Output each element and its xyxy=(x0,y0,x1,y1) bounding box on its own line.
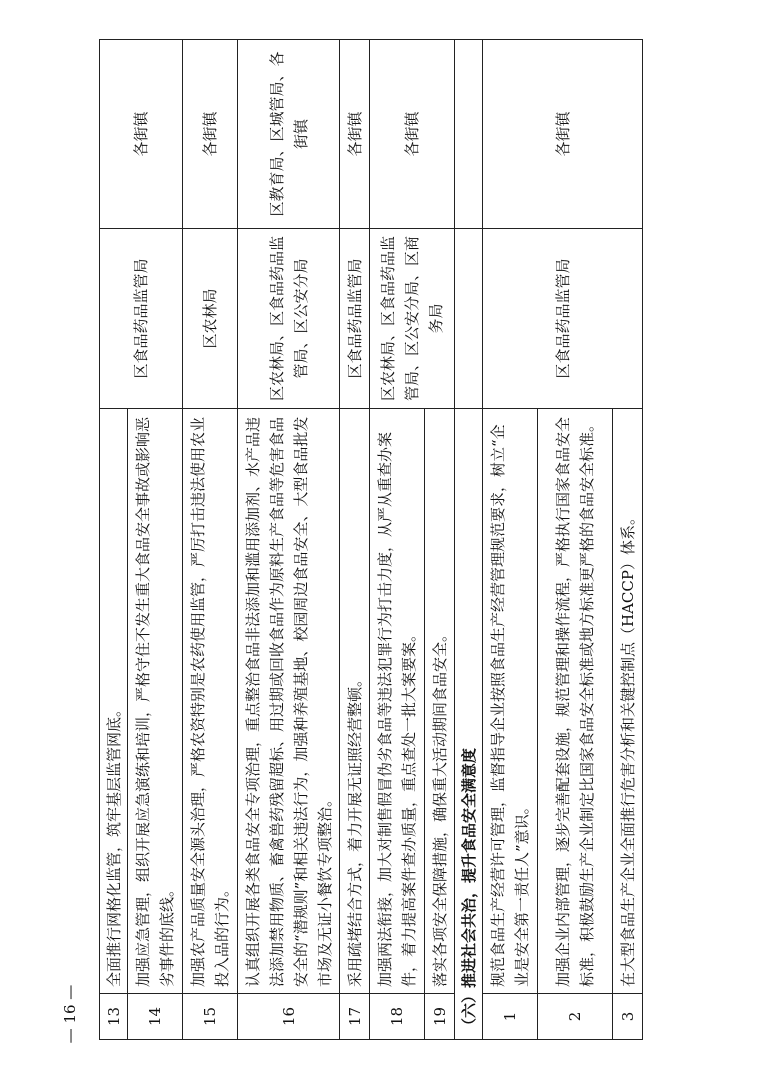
lead-unit: 区食品药品监管局 xyxy=(483,228,643,408)
table-row xyxy=(370,40,425,1040)
rotated-page xyxy=(99,40,637,1040)
task-text: 落实各项安全保障措施，确保重大活动期间食品安全。 xyxy=(425,409,455,994)
task-text: 在大型食品生产企业全面推行危害分析和关键控制点（HACCP）体系。 xyxy=(613,408,643,993)
task-text: 加强企业内部管理，逐步完善配套设施，规范管理和操作流程，严格执行国家食品安全标准，积极鼓励生产企业制定比国家食品安全标准或地方标准更严格的食品安全标准。 xyxy=(538,408,613,993)
table-row xyxy=(483,39,538,1039)
task-text: 加强农产品质量安全源头治理，严格农资特别是农药使用监管，严厉打击违法使用农业投入品的行为。 xyxy=(183,409,238,994)
task-table-section-6 xyxy=(454,39,643,1040)
responsible-unit: 各街镇 xyxy=(100,40,183,229)
responsible-unit: 各街镇 xyxy=(183,40,238,229)
row-number: 3 xyxy=(613,994,643,1040)
task-text: 全面推行网格化监管，筑牢基层监管网底。 xyxy=(100,409,128,994)
lead-unit: 区农林局 xyxy=(183,229,238,409)
lead-unit: 区农林局、区食品药品监管局、区公安分局、区商务局 xyxy=(370,229,455,409)
table-row xyxy=(100,40,128,1040)
responsible-unit: 各街镇 xyxy=(340,40,370,229)
lead-unit: 区农林局、区食品药品监管局、区公安分局 xyxy=(238,229,340,409)
responsible-unit: 各街镇 xyxy=(370,40,455,229)
row-number: 13 xyxy=(100,994,128,1040)
section-header-row xyxy=(455,39,483,1039)
task-text: 采用疏堵结合方式，着力开展无证照经营整顿。 xyxy=(340,409,370,994)
row-number: 18 xyxy=(370,994,425,1040)
table-row xyxy=(340,40,370,1040)
row-number: 15 xyxy=(183,994,238,1040)
row-number: 19 xyxy=(425,994,455,1040)
row-number: 17 xyxy=(340,994,370,1040)
row-number: 14 xyxy=(128,994,183,1040)
row-number: 16 xyxy=(238,994,340,1040)
responsible-unit: 各街镇 xyxy=(483,39,643,228)
responsible-unit: 区教育局、区城管局、各街镇 xyxy=(238,40,340,229)
table-row xyxy=(183,40,238,1040)
task-text: 加强两法衔接，加大对制售假冒伪劣食品等违法犯罪行为打击力度，从严从重查办案件，着力提高案件查办质量，重点查处一批大案要案。 xyxy=(370,409,425,994)
lead-unit: 区食品药品监管局 xyxy=(100,229,183,409)
row-number: 1 xyxy=(483,994,538,1040)
page-number: — 16 — xyxy=(61,984,79,1044)
task-text: 认真组织开展各类食品安全专项治理，重点整治食品非法添加和滥用添加剂、水产品违法添加禁用物质、畜禽兽药残留超标、用过期或回收食品作为原料生产食品等危害食品安全的“潜规则”和相关违法行为，加强种养殖基地、校园周边食品安全、大型食品批发市场及无证小餐饮专项整治。 xyxy=(238,409,340,994)
task-text: 规范食品生产经营许可管理，监督指导企业按照食品生产经营管理规范要求，树立“企业是安全第一责任人”意识。 xyxy=(483,408,538,993)
table-row xyxy=(238,40,340,1040)
task-text: 加强应急管理，组织开展应急演练和培训，严格守住不发生重大食品安全事故或影响恶劣事件的底线。 xyxy=(128,409,183,994)
row-number: 2 xyxy=(538,994,613,1040)
task-table xyxy=(99,39,455,1040)
lead-unit: 区食品药品监管局 xyxy=(340,229,370,409)
section-header: （六）推进社会共治，提升食品安全满意度 xyxy=(455,408,483,1039)
